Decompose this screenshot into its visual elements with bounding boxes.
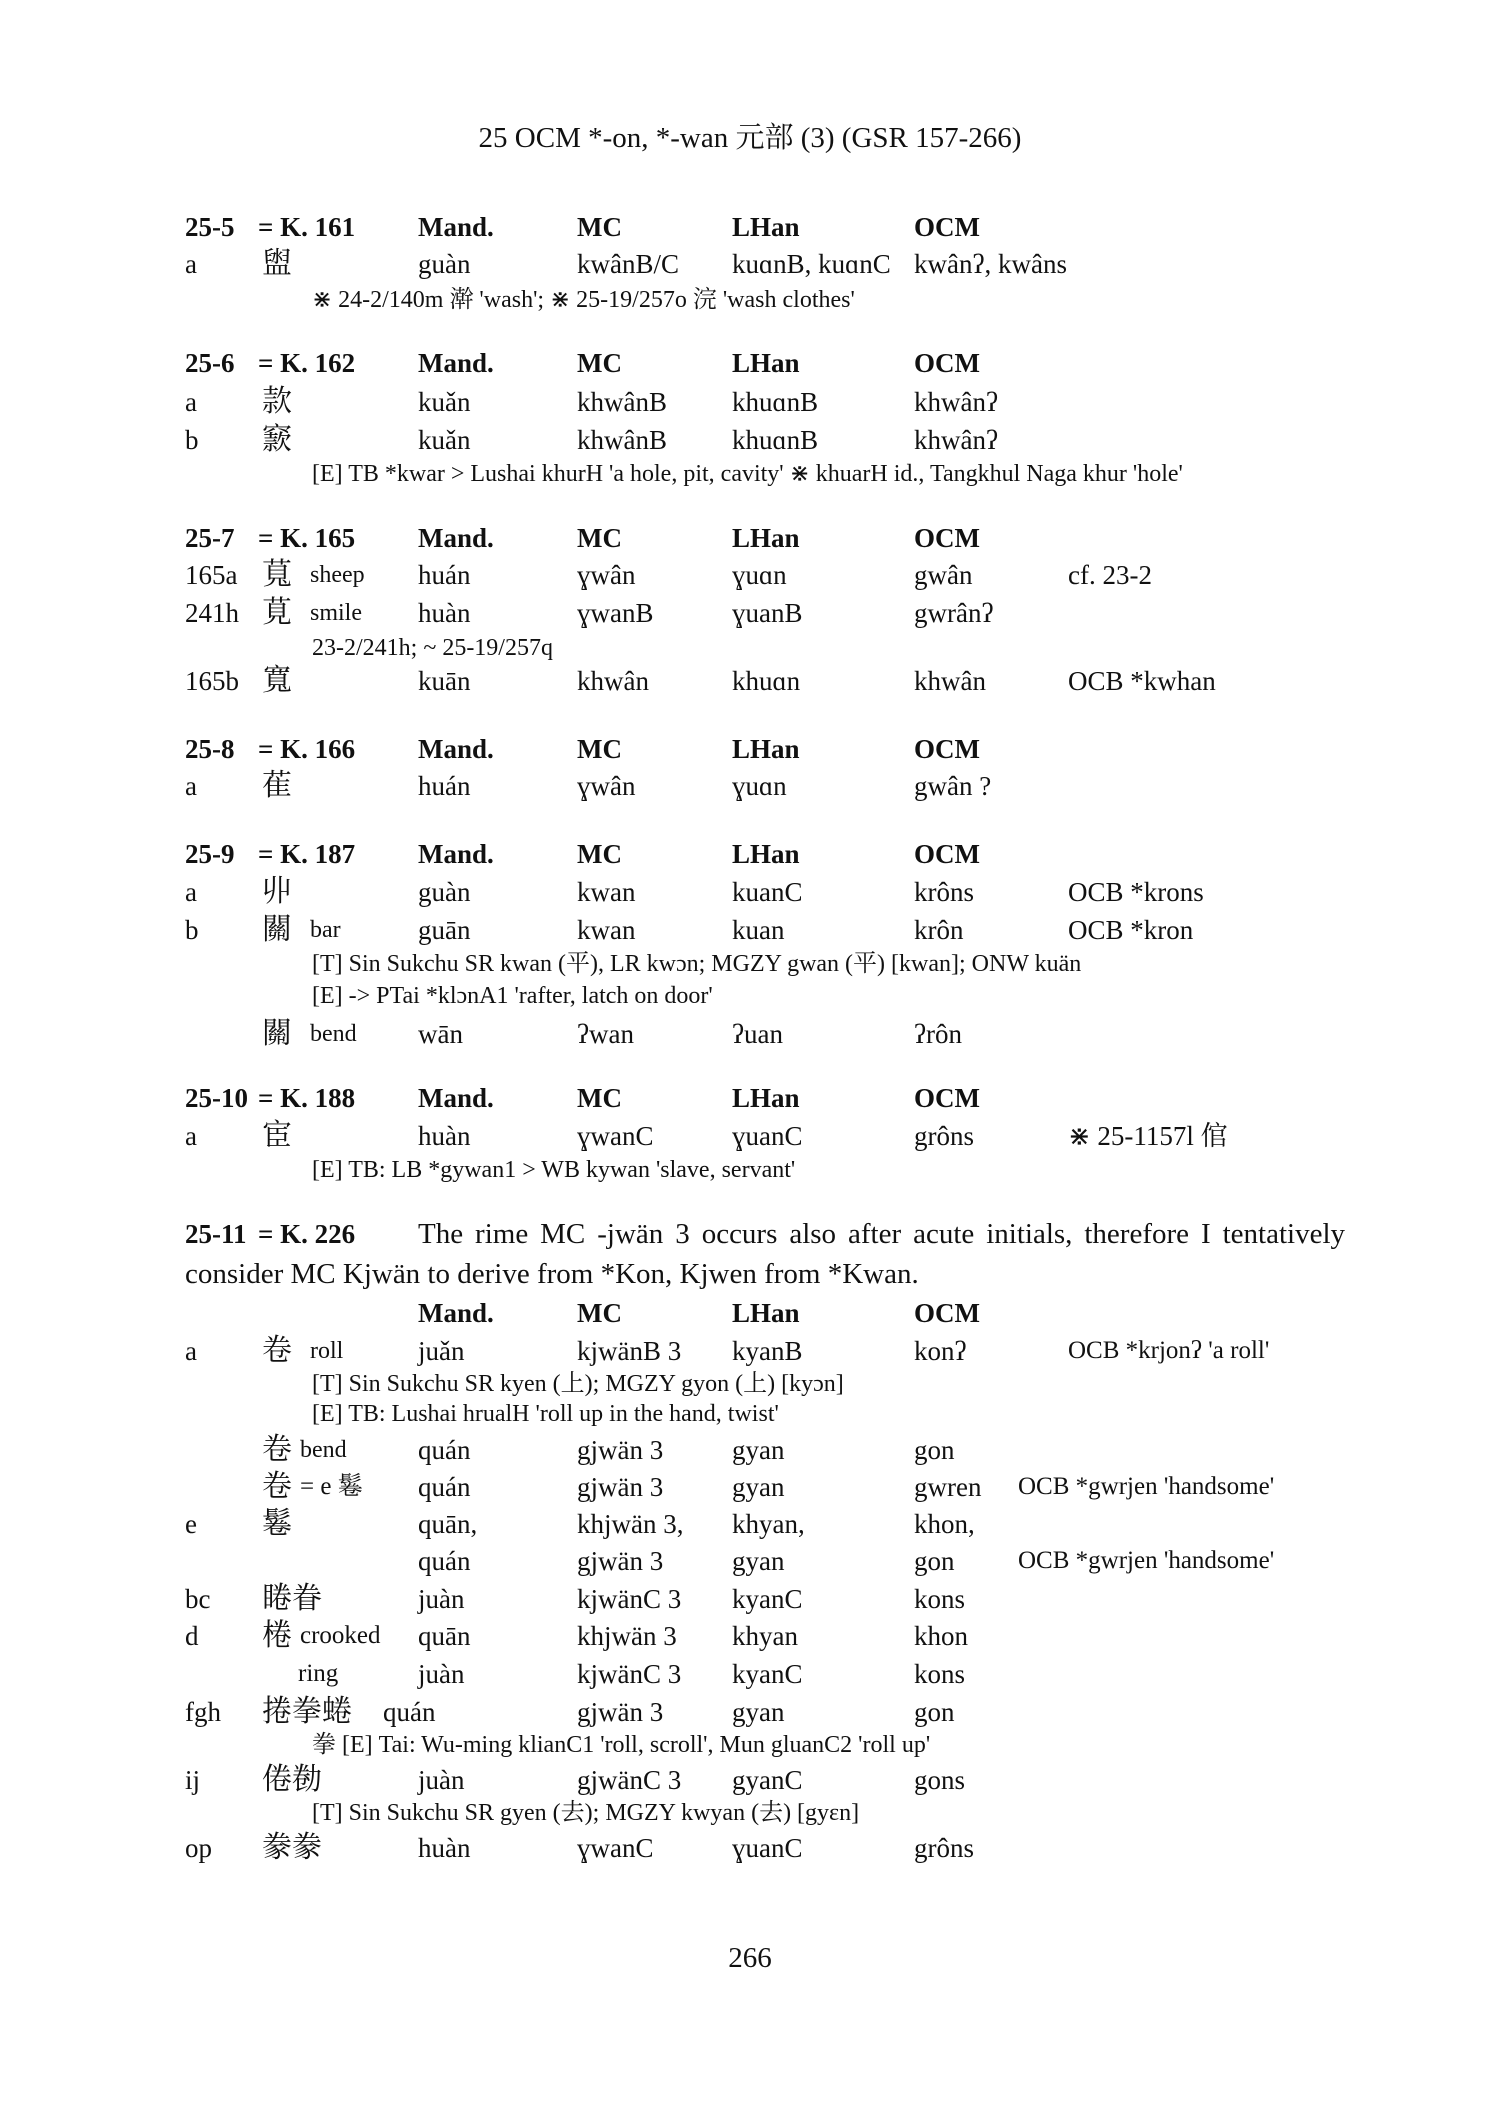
col-mc: MC bbox=[577, 348, 622, 378]
col-mand: Mand. bbox=[418, 1298, 494, 1328]
ocm-reading: kons bbox=[914, 1659, 966, 1689]
entry-note: [E] TB: Lushai hrualH 'roll up in the hand, twist' bbox=[312, 1401, 779, 1427]
entry-char: 萈 bbox=[262, 557, 292, 592]
mand-reading: huàn bbox=[418, 1121, 471, 1151]
entry-key: 165a bbox=[185, 560, 238, 590]
lhan-reading: kyanC bbox=[732, 1659, 803, 1689]
section-header-25-10 bbox=[0, 1078, 1500, 1118]
lhan-reading: khuɑn bbox=[732, 666, 801, 696]
mc-reading: khwânB bbox=[577, 425, 667, 455]
col-ocm: OCM bbox=[914, 523, 980, 553]
col-mand: Mand. bbox=[418, 348, 494, 378]
mand-reading: wān bbox=[418, 1019, 463, 1049]
entry-key: b bbox=[185, 425, 199, 455]
mand-reading: huán bbox=[418, 771, 471, 801]
entry-char: 豢豢 bbox=[262, 1830, 322, 1865]
section-id: 25-11 bbox=[185, 1219, 247, 1249]
entry-key: a bbox=[185, 771, 197, 801]
entry-key: e bbox=[185, 1509, 197, 1539]
lhan-reading: gyanC bbox=[732, 1765, 803, 1795]
lhan-reading: kuanC bbox=[732, 877, 803, 907]
entry-char: 關 bbox=[262, 912, 292, 947]
entry-row bbox=[0, 1654, 1500, 1694]
entry-row bbox=[0, 1116, 1500, 1156]
ocm-reading: gwren bbox=[914, 1472, 982, 1502]
col-lhan: LHan bbox=[732, 1083, 800, 1113]
entry-char: 捲拳蜷 bbox=[262, 1694, 352, 1729]
col-mc: MC bbox=[577, 1083, 622, 1113]
ocm-reading: gwrânʔ bbox=[914, 598, 994, 628]
karlgren-ref: = K. 165 bbox=[258, 523, 356, 553]
karlgren-ref: = K. 188 bbox=[258, 1083, 356, 1113]
entry-row bbox=[0, 1014, 1500, 1054]
page-number: 266 bbox=[728, 1942, 772, 1974]
entry-char: 卷 bbox=[262, 1469, 292, 1504]
entry-note: ⋇ 24-2/140m 澣 'wash'; ⋇ 25-19/257o 浣 'wash clothes' bbox=[312, 287, 855, 313]
col-mc: MC bbox=[577, 212, 622, 242]
entry-row bbox=[0, 1579, 1500, 1619]
mc-reading: ɣwân bbox=[577, 560, 636, 590]
entry-char: 萑 bbox=[262, 768, 292, 803]
entry-row bbox=[0, 1828, 1500, 1868]
col-mand: Mand. bbox=[418, 523, 494, 553]
ocm-reading: gon bbox=[914, 1435, 955, 1465]
ocm-reading: grôns bbox=[914, 1121, 974, 1151]
entry-key: 241h bbox=[185, 598, 239, 628]
entry-note: [E] -> PTai *klɔnA1 'rafter, latch on door' bbox=[312, 983, 713, 1009]
entry-key: a bbox=[185, 1121, 197, 1151]
mand-reading: huàn bbox=[418, 598, 471, 628]
ocm-reading: khwânʔ bbox=[914, 425, 998, 455]
col-ocm: OCM bbox=[914, 1298, 980, 1328]
ocm-reading: gon bbox=[914, 1546, 955, 1576]
comparison-note: OCB *kwhan bbox=[1068, 666, 1216, 696]
col-mc: MC bbox=[577, 839, 622, 869]
mc-reading: gjwän 3 bbox=[577, 1472, 664, 1502]
comparison-note: OCB *krons bbox=[1068, 877, 1204, 907]
mand-reading: kuǎn bbox=[418, 425, 471, 455]
ocm-reading: grôns bbox=[914, 1833, 974, 1863]
mc-reading: ɣwanB bbox=[577, 598, 654, 628]
entry-note: [T] Sin Sukchu SR kyen (上); MGZY gyon (上) [kyɔn] bbox=[312, 1371, 844, 1397]
ocm-reading: ʔrôn bbox=[914, 1019, 962, 1049]
mc-reading: ɣwanC bbox=[577, 1121, 654, 1151]
lhan-reading: ʔuan bbox=[732, 1019, 783, 1049]
entry-key: ij bbox=[185, 1765, 201, 1795]
col-ocm: OCM bbox=[914, 1083, 980, 1113]
col-ocm: OCM bbox=[914, 212, 980, 242]
section-id: 25-8 bbox=[185, 734, 235, 764]
comparison-note: ⋇ 25-1157l 倌 bbox=[1068, 1121, 1228, 1151]
entry-key: a bbox=[185, 877, 197, 907]
section-id: 25-6 bbox=[185, 348, 235, 378]
entry-row bbox=[0, 593, 1500, 633]
entry-row bbox=[0, 661, 1500, 701]
comparison-note: OCB *gwrjen 'handsome' bbox=[1018, 1547, 1275, 1574]
col-mc: MC bbox=[577, 1298, 622, 1328]
lhan-reading: ɣuɑn bbox=[732, 771, 787, 801]
entry-char: 睠眷 bbox=[262, 1581, 322, 1616]
lhan-reading: gyan bbox=[732, 1546, 785, 1576]
lhan-reading: kuan bbox=[732, 915, 785, 945]
karlgren-ref: = K. 166 bbox=[258, 734, 356, 764]
entry-row bbox=[0, 910, 1500, 950]
entry-note: [E] TB: LB *gywan1 > WB kywan 'slave, servant' bbox=[312, 1157, 796, 1183]
entry-gloss: ring bbox=[298, 1660, 339, 1687]
ocm-reading: konʔ bbox=[914, 1336, 967, 1366]
entry-key: b bbox=[185, 915, 199, 945]
ocm-reading: gons bbox=[914, 1765, 966, 1795]
mc-reading: ʔwan bbox=[577, 1019, 634, 1049]
entry-key: 165b bbox=[185, 666, 239, 696]
ocm-reading: khon bbox=[914, 1621, 968, 1651]
entry-char: 卷 bbox=[262, 1432, 292, 1467]
comparison-note: OCB *kron bbox=[1068, 915, 1194, 945]
col-ocm: OCM bbox=[914, 734, 980, 764]
section-id: 25-5 bbox=[185, 212, 235, 242]
col-ocm: OCM bbox=[914, 839, 980, 869]
ocm-reading: krôns bbox=[914, 877, 974, 907]
mand-reading: quán bbox=[418, 1472, 471, 1502]
mand-reading: huán bbox=[418, 560, 471, 590]
entry-gloss: bar bbox=[310, 917, 341, 943]
entry-row bbox=[0, 244, 1500, 284]
lhan-reading: khyan bbox=[732, 1621, 798, 1651]
mand-reading: juàn bbox=[418, 1765, 465, 1795]
lhan-reading: ɣuanC bbox=[732, 1121, 803, 1151]
entry-char: 倦勌 bbox=[262, 1762, 322, 1797]
entry-char: 鬈 bbox=[262, 1506, 292, 1541]
col-lhan: LHan bbox=[732, 348, 800, 378]
mand-reading: quān, bbox=[418, 1509, 478, 1539]
entry-char: 窾 bbox=[262, 422, 292, 457]
entry-note: 拳 [E] Tai: Wu-ming klianC1 'roll, scroll', Mun gluanC2 'roll up' bbox=[312, 1732, 931, 1758]
entry-char: 盥 bbox=[262, 246, 292, 281]
col-mand: Mand. bbox=[418, 212, 494, 242]
lhan-reading: gyan bbox=[732, 1435, 785, 1465]
comparison-note: OCB *gwrjen 'handsome' bbox=[1018, 1473, 1275, 1500]
lhan-reading: kuɑnB, kuɑnC bbox=[732, 249, 891, 279]
ocm-reading: gwân bbox=[914, 560, 973, 590]
ocm-reading: gon bbox=[914, 1697, 955, 1727]
entry-char: 莧 bbox=[262, 595, 292, 630]
entry-key: op bbox=[185, 1833, 212, 1863]
mand-reading: juàn bbox=[418, 1659, 465, 1689]
ocm-reading: khwân bbox=[914, 666, 986, 696]
entry-char: 宦 bbox=[262, 1118, 292, 1153]
col-mand: Mand. bbox=[418, 839, 494, 869]
karlgren-ref: = K. 161 bbox=[258, 212, 356, 242]
entry-row bbox=[0, 1616, 1500, 1656]
entry-row bbox=[0, 872, 1500, 912]
mand-reading: quán bbox=[418, 1435, 471, 1465]
entry-char: 卷 bbox=[262, 1333, 292, 1368]
mc-reading: khwân bbox=[577, 666, 649, 696]
entry-gloss: bend bbox=[300, 1437, 347, 1463]
mc-reading: gjwän 3 bbox=[577, 1546, 664, 1576]
mc-reading: kwan bbox=[577, 877, 636, 907]
mand-reading: quān bbox=[418, 1621, 471, 1651]
comparison-note: cf. 23-2 bbox=[1068, 560, 1152, 590]
col-mc: MC bbox=[577, 523, 622, 553]
entry-key: a bbox=[185, 1336, 197, 1366]
entry-row bbox=[0, 382, 1500, 422]
entry-char: 關 bbox=[262, 1016, 292, 1051]
ocm-reading: gwân ? bbox=[914, 771, 992, 801]
mc-reading: kjwänB 3 bbox=[577, 1336, 682, 1366]
entry-row bbox=[0, 1331, 1500, 1371]
mc-reading: gjwänC 3 bbox=[577, 1765, 682, 1795]
lhan-reading: khuɑnB bbox=[732, 387, 819, 417]
section-id: 25-9 bbox=[185, 839, 235, 869]
section-header-25-9 bbox=[0, 834, 1500, 874]
karlgren-ref: = K. 162 bbox=[258, 348, 356, 378]
col-mc: MC bbox=[577, 734, 622, 764]
mand-reading: guān bbox=[418, 915, 471, 945]
entry-note: 23-2/241h; ~ 25-19/257q bbox=[312, 635, 553, 661]
comparison-note: OCB *krjonʔ 'a roll' bbox=[1068, 1337, 1270, 1364]
mc-reading: khjwän 3, bbox=[577, 1509, 684, 1539]
entry-row bbox=[0, 1430, 1500, 1470]
entry-gloss: = e 鬈 bbox=[300, 1473, 363, 1500]
col-mand: Mand. bbox=[418, 1083, 494, 1113]
entry-char: 棬 bbox=[262, 1618, 292, 1653]
lhan-reading: khuɑnB bbox=[732, 425, 819, 455]
mc-reading: ɣwanC bbox=[577, 1833, 654, 1863]
mc-reading: kwânB/C bbox=[577, 249, 680, 279]
lhan-reading: ɣuɑn bbox=[732, 560, 787, 590]
col-lhan: LHan bbox=[732, 212, 800, 242]
section-id: 25-10 bbox=[185, 1083, 248, 1113]
page-header: 25 OCM *-on, *-wan 元部 (3) (GSR 157-266) bbox=[478, 122, 1022, 154]
lhan-reading: gyan bbox=[732, 1697, 785, 1727]
entry-row bbox=[0, 1467, 1500, 1507]
mand-reading: kuān bbox=[418, 666, 471, 696]
entry-note: [T] Sin Sukchu SR gyen (去); MGZY kwyan (去) [gyɛn] bbox=[312, 1800, 860, 1826]
col-ocm: OCM bbox=[914, 348, 980, 378]
col-lhan: LHan bbox=[732, 839, 800, 869]
section-id: 25-7 bbox=[185, 523, 235, 553]
col-lhan: LHan bbox=[732, 1298, 800, 1328]
lhan-reading: ɣuanC bbox=[732, 1833, 803, 1863]
col-lhan: LHan bbox=[732, 734, 800, 764]
ocm-reading: krôn bbox=[914, 915, 964, 945]
mand-reading: kuǎn bbox=[418, 387, 471, 417]
mc-reading: khwânB bbox=[577, 387, 667, 417]
mc-reading: kjwänC 3 bbox=[577, 1584, 682, 1614]
lhan-reading: ɣuanB bbox=[732, 598, 803, 628]
mc-reading: ɣwân bbox=[577, 771, 636, 801]
lhan-reading: kyanC bbox=[732, 1584, 803, 1614]
lhan-reading: gyan bbox=[732, 1472, 785, 1502]
section-header-25-5 bbox=[0, 207, 1500, 247]
mc-reading: gjwän 3 bbox=[577, 1697, 664, 1727]
entry-row bbox=[0, 766, 1500, 806]
lhan-reading: kyanB bbox=[732, 1336, 803, 1366]
mand-reading: juǎn bbox=[418, 1336, 465, 1366]
entry-key: a bbox=[185, 387, 197, 417]
mand-reading: quán bbox=[383, 1697, 436, 1727]
entry-row bbox=[0, 420, 1500, 460]
mand-reading: quán bbox=[418, 1546, 471, 1576]
section-intro: The rime MC -jwän 3 occurs also after acute initials, therefore I tentatively consider MC Kjwän to derive from *Kon, Kjwen from *Kwan. bbox=[185, 1218, 1345, 1290]
entry-key: fgh bbox=[185, 1697, 221, 1727]
mand-reading: juàn bbox=[418, 1584, 465, 1614]
lhan-reading: khyan, bbox=[732, 1509, 805, 1539]
entry-gloss: roll bbox=[310, 1338, 344, 1364]
ocm-reading: kwânʔ, kwâns bbox=[914, 249, 1067, 279]
mand-reading: guàn bbox=[418, 877, 471, 907]
entry-gloss: sheep bbox=[310, 562, 365, 588]
entry-gloss: smile bbox=[310, 600, 362, 626]
ocm-reading: kons bbox=[914, 1584, 966, 1614]
section-header-25-7 bbox=[0, 518, 1500, 558]
entry-row bbox=[0, 1760, 1500, 1800]
entry-char: 寬 bbox=[262, 663, 292, 698]
mc-reading: khjwän 3 bbox=[577, 1621, 677, 1651]
mc-reading: kwan bbox=[577, 915, 636, 945]
entry-gloss: crooked bbox=[300, 1622, 381, 1649]
section-header-25-6 bbox=[0, 343, 1500, 383]
mc-reading: kjwänC 3 bbox=[577, 1659, 682, 1689]
mand-reading: huàn bbox=[418, 1833, 471, 1863]
entry-row bbox=[0, 555, 1500, 595]
ocm-reading: khwânʔ bbox=[914, 387, 998, 417]
col-lhan: LHan bbox=[732, 523, 800, 553]
entry-row bbox=[0, 1541, 1500, 1581]
entry-char: 丱 bbox=[262, 874, 292, 909]
entry-key: bc bbox=[185, 1584, 211, 1614]
entry-note: [E] TB *kwar > Lushai khurH 'a hole, pit, cavity' ⋇ khuarH id., Tangkhul Naga khur 'hole' bbox=[312, 461, 1183, 487]
mand-reading: guàn bbox=[418, 249, 471, 279]
entry-key: a bbox=[185, 249, 197, 279]
col-mand: Mand. bbox=[418, 734, 494, 764]
entry-row bbox=[0, 1504, 1500, 1544]
ocm-reading: khon, bbox=[914, 1509, 975, 1539]
entry-note: [T] Sin Sukchu SR kwan (平), LR kwɔn; MGZY gwan (平) [kwan]; ONW kuän bbox=[312, 951, 1082, 977]
entry-gloss: bend bbox=[310, 1021, 357, 1047]
karlgren-ref: = K. 226 bbox=[258, 1219, 356, 1249]
karlgren-ref: = K. 187 bbox=[258, 839, 356, 869]
entry-row bbox=[0, 1692, 1500, 1732]
column-header-row bbox=[0, 1293, 1500, 1333]
entry-char: 款 bbox=[262, 384, 292, 419]
section-header-25-8 bbox=[0, 729, 1500, 769]
mc-reading: gjwän 3 bbox=[577, 1435, 664, 1465]
entry-key: d bbox=[185, 1621, 199, 1651]
